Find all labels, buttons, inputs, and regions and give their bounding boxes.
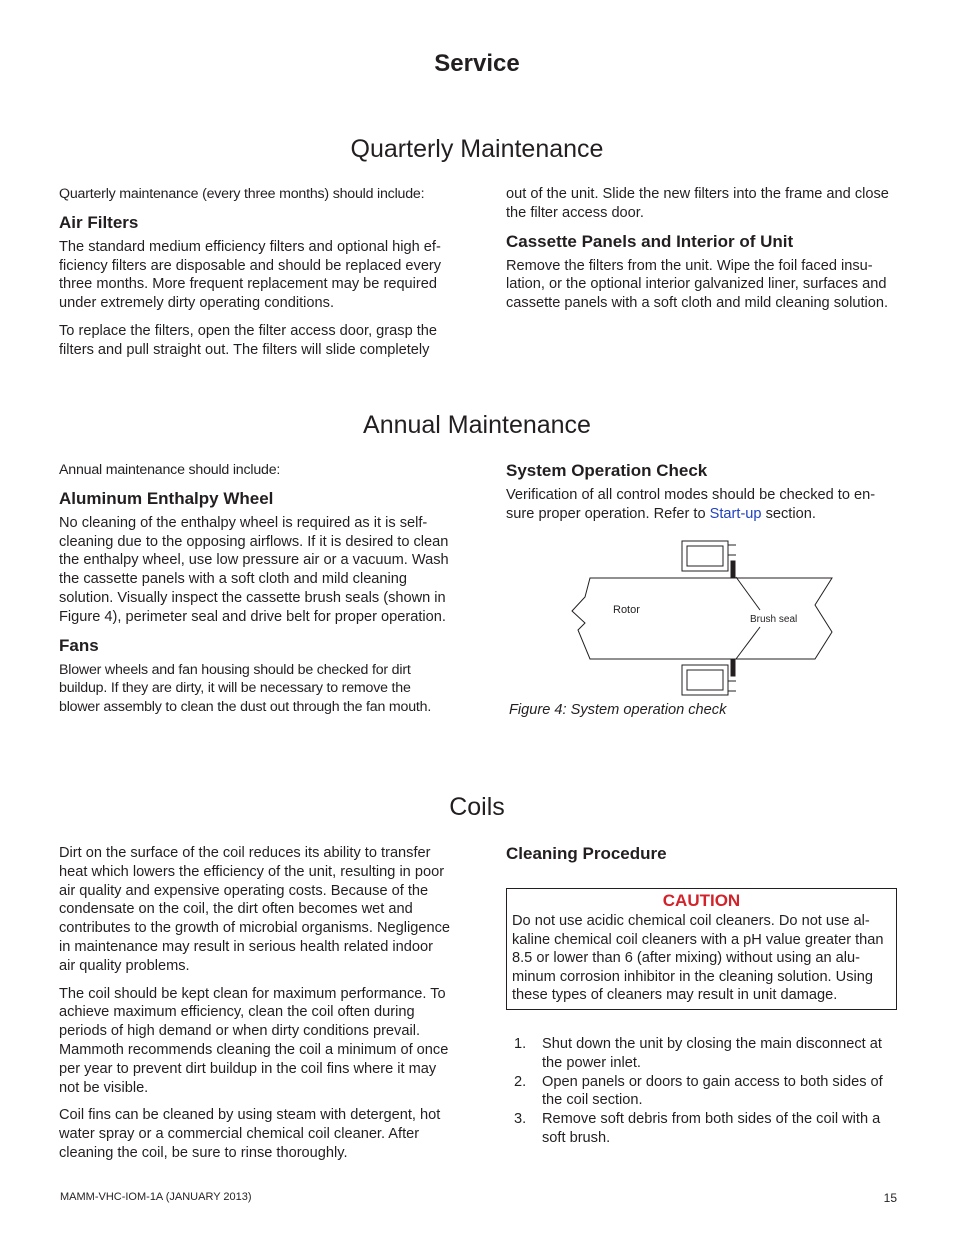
page-title: Service [434, 50, 520, 77]
rotor-diagram [560, 535, 840, 700]
system-check-paragraph [506, 486, 898, 524]
rotor-label: Rotor [613, 604, 640, 616]
enthalpy-wheel-paragraph: No cleaning of the enthalpy wheel is required as it is self-cleaning due to the opposing airflows. If it is desired to clean the enthalpy wheel, use low pressure air or a vacuum. Wash the cassette panels with a soft cloth and mild cleaning solution. Visually inspect the cassette brush seals (shown in Figure 4), perimeter seal and drive belt for proper operation. [59, 514, 449, 625]
annual-right-column [506, 461, 898, 533]
air-filters-heading: Air Filters [59, 212, 139, 232]
coils-paragraph-2: The coil should be kept clean for maximum performance. To achieve maximum efficiency, clean the coil often during periods of high demand or when dirty conditions prevail. Mammoth recommends cleaning the coil a minimum of once per year to prevent dirt buildup in the coil fins where it may not be visible. [59, 985, 449, 1096]
fans-heading: Fans [59, 635, 99, 655]
quarterly-left-column [59, 185, 451, 369]
annual-intro: Annual maintenance should include: [59, 462, 281, 478]
step-text: Remove soft debris from both sides of the coil with a soft brush. [542, 1111, 881, 1146]
list-item [506, 1073, 898, 1111]
step-text: Open panels or doors to gain access to both sides of the coil section. [542, 1073, 883, 1109]
fans-paragraph: Blower wheels and fan housing should be checked for dirt buildup. If they are dirty, it will be necessary to remove the blower assembly to clean the dust out through the fan mouth. [59, 661, 432, 716]
quarterly-intro: Quarterly maintenance (every three months) should include: [59, 186, 425, 202]
footer-page-number: 15 [883, 1191, 897, 1205]
system-check-heading: System Operation Check [506, 461, 708, 480]
step-number: 1. [514, 1036, 527, 1052]
enthalpy-wheel-heading: Aluminum Enthalpy Wheel [59, 488, 274, 508]
step-number: 3. [514, 1111, 527, 1128]
figure-4-caption: Figure 4: System operation check [509, 702, 727, 718]
coils-right-column [506, 844, 898, 869]
coils-paragraph-3: Coil fins can be cleaned by using steam with detergent, hot water spray or a commercial chemical coil cleaner. After cleaning the coil, be sure to rinse thoroughly. [59, 1107, 441, 1161]
section-title-quarterly: Quarterly Maintenance [350, 135, 604, 163]
bottom-brush-seal-bracket [682, 660, 736, 695]
step-text: Shut down the unit by closing the main disconnect at the power inlet. [542, 1036, 882, 1071]
list-item [506, 1035, 898, 1073]
system-check-text-after: section. [761, 505, 816, 522]
brush-seal-label: Brush seal [750, 614, 798, 625]
cleaning-procedure-heading: Cleaning Procedure [506, 844, 667, 863]
caution-box [506, 888, 897, 1010]
cassette-heading: Cassette Panels and Interior of Unit [506, 231, 794, 251]
caution-title: CAUTION [662, 891, 741, 910]
cassette-paragraph: Remove the filters from the unit. Wipe the foil faced insu-lation, or the optional interior galvanized liner, surfaces and cassette panels with a soft cloth and mild cleaning solution. [506, 257, 889, 312]
air-filters-paragraph-2-continued: out of the unit. Slide the new filters into the frame and close the filter access door. [506, 186, 889, 221]
annual-left-column [59, 461, 451, 726]
step-number: 2. [514, 1073, 527, 1090]
top-brush-seal-bracket [682, 541, 736, 577]
quarterly-right-column [506, 185, 898, 322]
brush-seal-leader-top [736, 577, 760, 610]
cleaning-steps-list [506, 1035, 898, 1148]
start-up-link[interactable]: Start-up [709, 505, 762, 522]
caution-text: Do not use acidic chemical coil cleaners. Do not use al-kaline chemical coil cleaners with a pH value greater than 8.5 or lower than 6 (after mixing) without using an alu-minum corrosion inhibitor in the cleaning solution. Using these types of cleaners may result in unit damage. [512, 913, 884, 1004]
coils-paragraph-1: Dirt on the surface of the coil reduces its ability to transfer heat which lowers the efficiency of the unit, resulting in poor air quality and expensive operating costs. Because of the condensate on the coil, the dirt often becomes wet and contributes to the growth of microbial organisms. Negligence in maintenance may result in serious health related indoor air quality problems. [59, 845, 450, 974]
section-title-coils: Coils [449, 793, 505, 821]
system-check-text-before: Verification of all control modes should be checked to en-sure proper operation. Refer to [506, 487, 876, 522]
section-title-annual: Annual Maintenance [363, 411, 591, 439]
coils-left-column [59, 844, 451, 1172]
footer-document-id: MAMM-VHC-IOM-1A (JANUARY 2013) [60, 1191, 252, 1203]
brush-seal-leader-bottom [736, 627, 760, 659]
air-filters-paragraph-1: The standard medium efficiency filters and optional high ef-ficiency filters are disposable and should be replaced every three months. More frequent replacement may be required under extremely dirty operating conditions. [59, 238, 442, 312]
air-filters-paragraph-2: To replace the filters, open the filter access door, grasp the filters and pull straight out. The filters will slide completely [59, 322, 438, 358]
list-item [506, 1110, 898, 1148]
